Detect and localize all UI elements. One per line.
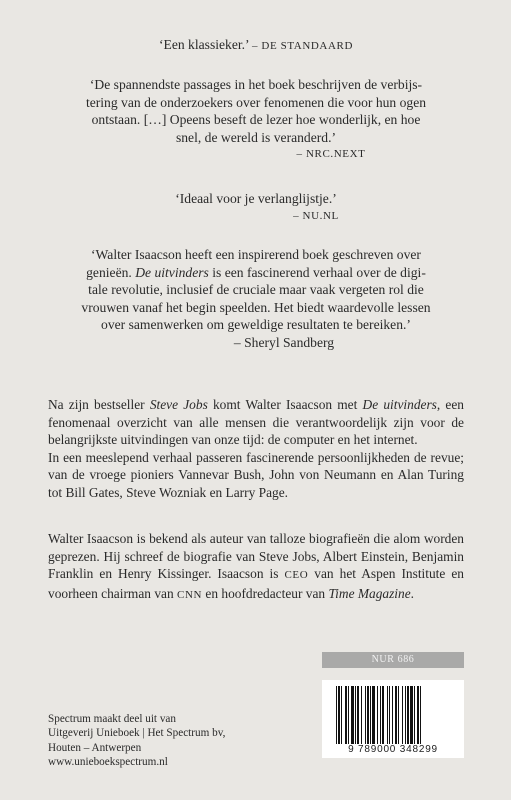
quote-line: tale revolutie, inclusief de cruciale maar vaak vergeten rol die — [88, 282, 424, 298]
barcode-bar — [357, 686, 359, 744]
quote-sheryl-sandberg — [62, 246, 450, 352]
blurb-paragraph-1: Na zijn bestseller Steve Jobs komt Walter Isaacson met De uitvinders, een fenomenaal overzicht van alle mensen die verantwoordelijk zijn voor de belangrijkste uitvindingen van onze tijd: de computer en het internet. — [48, 397, 465, 448]
barcode-bar — [417, 686, 419, 744]
barcode-bar — [367, 686, 369, 744]
publisher-line: Spectrum maakt deel uit van — [48, 713, 176, 725]
quote-de-standaard — [62, 36, 450, 56]
quote-line: vrouwen vanaf het begin speelden. Het biedt waardevolle lessen — [81, 299, 431, 315]
barcode-bar — [351, 686, 354, 744]
quote-line: ‘Walter Isaacson heeft een inspirerend boek geschreven over — [91, 247, 421, 262]
blurb — [48, 396, 464, 502]
quote-source: – NU.NL — [293, 209, 339, 222]
barcode-bar — [395, 686, 397, 744]
barcode-bar — [398, 686, 399, 744]
quote-nu-nl — [62, 190, 450, 225]
barcode-bar — [389, 686, 390, 744]
barcode-bar — [382, 686, 384, 744]
publisher-line: Houten – Antwerpen — [48, 741, 142, 754]
barcode-bar — [387, 686, 388, 744]
nur-code-badge: NUR 686 — [322, 652, 464, 668]
barcode-bar — [380, 686, 381, 744]
blurb-paragraph-2: In een meeslepend verhaal passeren fascinerende persoonlijkheden de revue; van de vroege pioniers Vannevar Bush, John von Neumann en Alan Turing tot Bill Gates, Steve Wozniak en Larry Page. — [48, 449, 464, 500]
quote-source: – NRC.NEXT — [296, 148, 366, 161]
quote-text: ‘Ideaal voor je verlanglijstje.’ — [175, 191, 337, 206]
quote-line: ontstaan. […] Opeens beseft de lezer hoe wonderlijk, en hoe — [91, 112, 421, 128]
barcode-bar — [407, 686, 409, 744]
author-bio-paragraph: Walter Isaacson is bekend als auteur van talloze biografieën die alom worden geprezen. Hij schreef de biografie van Steve Jobs, Albert Einstein, Benjamin Franklin en Henry Kissinger. Isaacson is CEO van het Aspen Institute en voorheen chairman van CNN en hoofdredacteur van Time Magazine. — [48, 531, 464, 601]
barcode-bar — [338, 686, 340, 744]
publisher-info — [48, 712, 308, 770]
barcode-bar — [405, 686, 406, 744]
author-bio — [48, 530, 464, 604]
barcode-bars — [336, 686, 450, 744]
quote-line: ‘De spannendste passages in het boek beschrijven de verbijs- — [89, 77, 423, 92]
publisher-website[interactable]: www.unieboekspectrum.nl — [48, 756, 168, 769]
barcode-bar — [365, 686, 366, 744]
barcode-bar — [355, 686, 356, 744]
quote-line: genieën. De uitvinders is een fascinerend verhaal over de digi- — [86, 264, 426, 280]
barcode-bar — [336, 686, 337, 744]
barcode-bar — [392, 686, 393, 744]
barcode-bar — [377, 686, 378, 744]
barcode-bar — [348, 686, 349, 744]
barcode-bar — [420, 686, 421, 744]
quote-line: tering van de onderzoekers over fenomenen die voor hun ogen — [85, 94, 427, 110]
barcode-bar — [370, 686, 371, 744]
barcode-bar — [414, 686, 415, 744]
quote-nrc-next — [62, 76, 450, 164]
quote-text: ‘Een klassieker.’ — [158, 37, 249, 52]
quote-source: – Sheryl Sandberg — [233, 334, 335, 350]
quote-line: over samenwerken om geweldige resultaten te bereiken.’ — [101, 317, 411, 333]
barcode-bar — [372, 686, 375, 744]
isbn-digits: 9 789000 348299 — [348, 744, 438, 755]
barcode-bar — [402, 686, 403, 744]
barcode-bar — [341, 686, 342, 744]
isbn-barcode — [322, 680, 464, 758]
barcode-bar — [410, 686, 413, 744]
book-title: De uitvinders — [135, 264, 209, 280]
barcode-bar — [345, 686, 347, 744]
barcode-bar — [361, 686, 362, 744]
publisher-line: Uitgeverij Unieboek | Het Spectrum bv, — [48, 727, 226, 740]
quote-source: – DE STANDAARD — [251, 40, 354, 52]
quote-line: snel, de wereld is veranderd.’ — [175, 129, 337, 145]
